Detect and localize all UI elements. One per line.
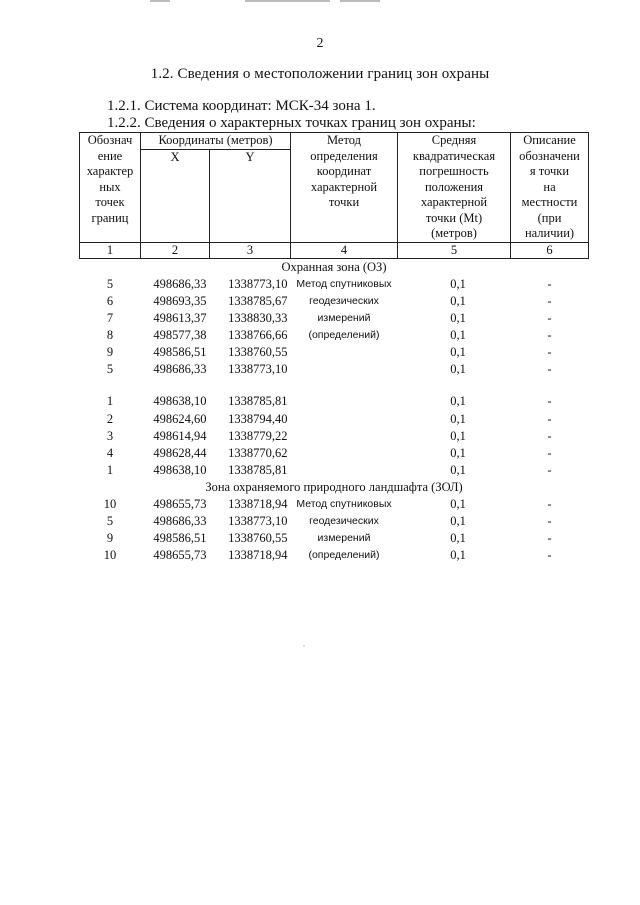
method-line: геодезических bbox=[309, 294, 379, 307]
subsection-characteristic-points: 1.2.2. Сведения о характерных точках границ зон охраны: bbox=[107, 115, 476, 131]
point-description: - bbox=[547, 327, 552, 342]
coord-x: 498686,33 bbox=[153, 513, 207, 528]
coord-x: 498686,33 bbox=[153, 361, 207, 376]
coord-y: 1338773,10 bbox=[228, 276, 288, 291]
header-description bbox=[511, 133, 589, 243]
header-line: точки (Mt) bbox=[425, 210, 483, 225]
coord-y: 1338785,67 bbox=[228, 293, 288, 308]
point-id: 8 bbox=[106, 327, 114, 342]
coord-x: 498638,10 bbox=[153, 393, 207, 408]
coord-y: 1338770,62 bbox=[228, 445, 288, 460]
accuracy: 0,1 bbox=[450, 293, 466, 308]
column-number: 2 bbox=[141, 242, 210, 258]
header-line: квадратическая bbox=[412, 148, 496, 163]
coord-x: 498628,44 bbox=[153, 445, 207, 460]
coord-x: 498693,35 bbox=[153, 293, 207, 308]
point-description: - bbox=[547, 361, 552, 376]
accuracy: 0,1 bbox=[450, 428, 466, 443]
coord-x: 498614,94 bbox=[153, 428, 207, 443]
column-number: 5 bbox=[398, 242, 511, 258]
method-line: (определений) bbox=[308, 328, 380, 341]
header-line: я точки bbox=[529, 164, 570, 178]
method-line: (определений) bbox=[308, 548, 380, 561]
accuracy: 0,1 bbox=[450, 327, 466, 342]
accuracy: 0,1 bbox=[450, 344, 466, 359]
coord-y: 1338830,33 bbox=[228, 310, 288, 325]
table-row bbox=[80, 276, 589, 293]
method-cell bbox=[291, 276, 398, 479]
header-line: определения bbox=[310, 148, 378, 163]
point-description: - bbox=[547, 530, 552, 545]
point-description: - bbox=[547, 276, 552, 291]
column-number: 4 bbox=[291, 242, 398, 258]
point-description: - bbox=[547, 310, 552, 325]
zone-title-row bbox=[80, 479, 589, 496]
header-point-designation bbox=[80, 133, 141, 243]
column-number: 6 bbox=[511, 242, 589, 258]
method-line: измерений bbox=[317, 311, 371, 324]
header-line: (метров) bbox=[431, 226, 477, 240]
method-cell bbox=[291, 496, 398, 564]
coord-y: 1338794,40 bbox=[228, 411, 288, 426]
point-id: 6 bbox=[106, 293, 114, 308]
point-id: 5 bbox=[106, 276, 114, 291]
header-y: Y bbox=[210, 149, 291, 242]
header-line: ных bbox=[99, 179, 121, 194]
header-line: погрешность bbox=[419, 164, 489, 178]
accuracy: 0,1 bbox=[450, 310, 466, 325]
header-coordinates: Координаты (метров) bbox=[141, 133, 291, 150]
point-id: 10 bbox=[103, 496, 117, 511]
accuracy: 0,1 bbox=[450, 513, 466, 528]
subsection-coordinate-system: 1.2.1. Система координат: МСК-34 зона 1. bbox=[107, 98, 376, 114]
header-line: Описание bbox=[523, 133, 576, 147]
scan-artifact-marks bbox=[150, 0, 410, 3]
point-description: - bbox=[547, 344, 552, 359]
header-line: точек bbox=[95, 195, 125, 209]
header-method bbox=[291, 133, 398, 243]
accuracy: 0,1 bbox=[450, 411, 466, 426]
accuracy: 0,1 bbox=[450, 547, 466, 562]
accuracy: 0,1 bbox=[450, 393, 466, 408]
coord-x: 498577,38 bbox=[153, 327, 207, 342]
method-line: измерений bbox=[317, 531, 371, 544]
accuracy: 0,1 bbox=[450, 445, 466, 460]
coord-y: 1338779,22 bbox=[228, 428, 288, 443]
coord-x: 498586,51 bbox=[153, 344, 207, 359]
point-description: - bbox=[547, 293, 552, 308]
method-line: геодезических bbox=[309, 514, 379, 527]
point-description: - bbox=[547, 411, 552, 426]
point-id: 5 bbox=[106, 361, 114, 376]
coord-x: 498655,73 bbox=[153, 496, 207, 511]
point-description: - bbox=[547, 513, 552, 528]
accuracy: 0,1 bbox=[450, 496, 466, 511]
accuracy: 0,1 bbox=[450, 276, 466, 291]
coord-y: 1338760,55 bbox=[228, 344, 288, 359]
coord-y: 1338773,10 bbox=[228, 513, 288, 528]
header-line: координат bbox=[316, 164, 372, 178]
zone-title: Охранная зона (ОЗ) bbox=[281, 259, 387, 274]
coord-x: 498638,10 bbox=[153, 462, 207, 477]
boundary-points-table bbox=[79, 132, 589, 564]
header-line: обозначени bbox=[519, 148, 580, 163]
point-id: 1 bbox=[106, 462, 114, 477]
coord-y: 1338785,81 bbox=[228, 462, 288, 477]
header-line: Обознач bbox=[87, 133, 133, 147]
accuracy: 0,1 bbox=[450, 361, 466, 376]
point-id: 5 bbox=[106, 513, 114, 528]
zone-title-row bbox=[80, 258, 589, 276]
column-number: 3 bbox=[210, 242, 291, 258]
point-id: 2 bbox=[106, 411, 114, 426]
coord-x: 498586,51 bbox=[153, 530, 207, 545]
header-line: местности bbox=[521, 195, 578, 209]
coord-y: 1338766,66 bbox=[228, 327, 288, 342]
coord-y: 1338760,55 bbox=[228, 530, 288, 545]
point-id: 4 bbox=[106, 445, 114, 460]
accuracy: 0,1 bbox=[450, 462, 466, 477]
point-description: - bbox=[547, 462, 552, 477]
coord-x: 498655,73 bbox=[153, 547, 207, 562]
coord-y: 1338773,10 bbox=[228, 361, 288, 376]
accuracy: 0,1 bbox=[450, 530, 466, 545]
header-line: характер bbox=[86, 164, 134, 178]
header-line: наличии) bbox=[524, 226, 575, 240]
coord-y: 1338718,94 bbox=[228, 547, 288, 562]
page-number: 2 bbox=[316, 36, 324, 51]
header-line: Метод bbox=[326, 133, 362, 147]
header-line: положения bbox=[424, 179, 484, 194]
coord-x: 498686,33 bbox=[153, 276, 207, 291]
point-description: - bbox=[547, 393, 552, 408]
method-line: Метод спутниковых bbox=[296, 277, 392, 290]
point-id: 1 bbox=[106, 393, 114, 408]
zone-title: Зона охраняемого природного ландшафта (ЗОЛ) bbox=[205, 479, 463, 494]
header-line: (при bbox=[537, 210, 562, 225]
point-id: 9 bbox=[106, 530, 114, 545]
column-number: 1 bbox=[80, 242, 141, 258]
table-row bbox=[80, 496, 589, 513]
scan-speck bbox=[303, 645, 305, 647]
point-description: - bbox=[547, 496, 552, 511]
header-line: ение bbox=[97, 148, 123, 163]
point-id: 9 bbox=[106, 344, 114, 359]
header-line: Средняя bbox=[431, 133, 477, 147]
point-id: 10 bbox=[103, 547, 117, 562]
coord-x: 498613,37 bbox=[153, 310, 207, 325]
method-line: Метод спутниковых bbox=[296, 497, 392, 510]
point-id: 3 bbox=[106, 428, 114, 443]
point-id: 7 bbox=[106, 310, 114, 325]
header-line: на bbox=[543, 179, 556, 194]
header-accuracy bbox=[398, 133, 511, 243]
header-line: точки bbox=[328, 195, 360, 209]
point-description: - bbox=[547, 547, 552, 562]
coord-x: 498624,60 bbox=[153, 411, 207, 426]
point-description: - bbox=[547, 428, 552, 443]
section-title: 1.2. Сведения о местоположении границ зон охраны bbox=[150, 66, 490, 82]
point-description: - bbox=[547, 445, 552, 460]
coord-y: 1338718,94 bbox=[228, 496, 288, 511]
header-line: границ bbox=[91, 210, 129, 225]
header-line: характерной bbox=[310, 179, 378, 194]
table-body bbox=[80, 258, 589, 564]
coord-y: 1338785,81 bbox=[228, 393, 288, 408]
header-line: характерной bbox=[420, 195, 488, 209]
header-x: X bbox=[141, 149, 210, 242]
column-numbers-row bbox=[80, 242, 589, 258]
